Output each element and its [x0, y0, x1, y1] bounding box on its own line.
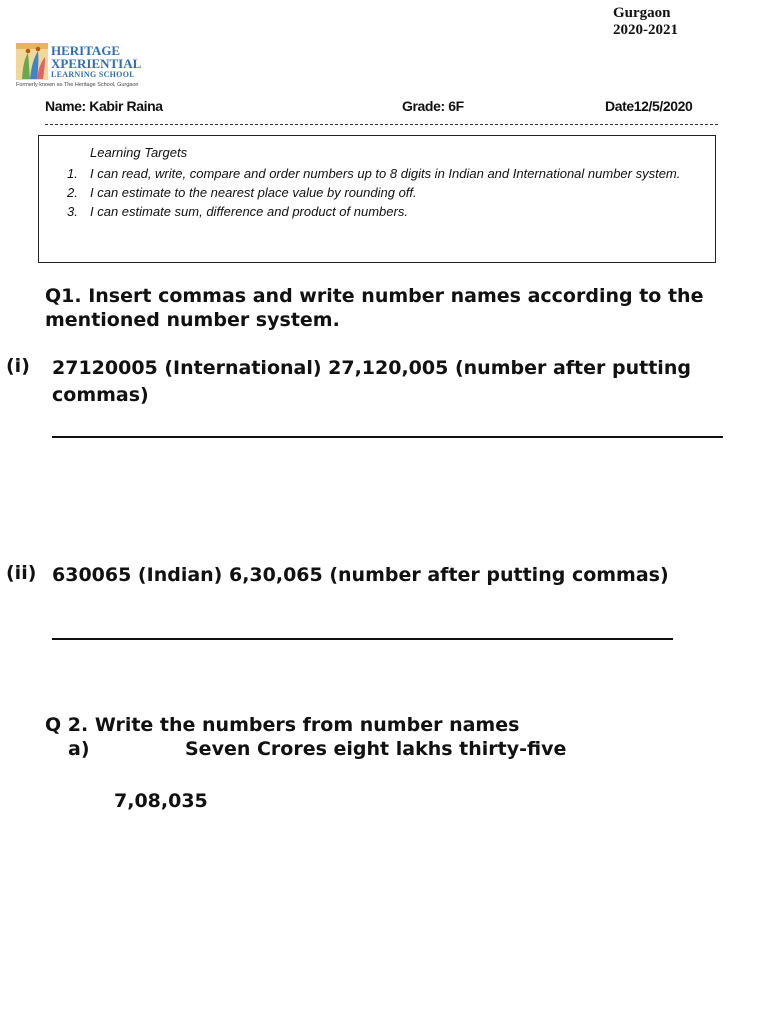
part-i-label: (i) — [6, 355, 30, 377]
answer-line-part-i[interactable] — [52, 436, 723, 438]
student-name: Name: Kabir Raina — [45, 98, 163, 114]
question-1-heading: Q1. Insert commas and write number names according to the mentioned number system. — [45, 285, 704, 331]
student-grade: Grade: 6F — [402, 98, 464, 114]
logo-formerly-text: Formerly known as The Heritage School, Gurgaon — [16, 82, 139, 88]
sub-question-a-answer: 7,08,035 — [114, 790, 208, 812]
answer-line-part-ii[interactable] — [52, 638, 673, 640]
learning-target-number: 2. — [67, 185, 78, 200]
school-campus-session — [613, 5, 678, 39]
part-ii-text: 630065 (Indian) 6,30,065 (number after putting commas) — [52, 564, 669, 586]
learning-target-number: 3. — [67, 204, 78, 219]
campus-name: Gurgaon — [613, 5, 671, 21]
part-ii-label: (ii) — [6, 562, 37, 584]
academic-session: 2020-2021 — [613, 22, 678, 38]
learning-target-item — [67, 164, 709, 183]
question-2-heading: Q 2. Write the numbers from number names — [45, 714, 520, 736]
part-i-text: 27120005 (International) 27,120,005 (number after putting commas) — [52, 357, 691, 406]
sub-question-a-label: a) — [68, 738, 90, 760]
school-logo-icon — [16, 43, 48, 80]
learning-targets-list — [67, 164, 709, 221]
dashed-divider — [45, 124, 718, 125]
logo-text-line2: XPERIENTIAL — [51, 56, 142, 71]
learning-target-text: I can read, write, compare and order numbers up to 8 digits in Indian and International number system. — [90, 166, 681, 181]
logo-text-line1: HERITAGE — [51, 43, 121, 58]
learning-target-item — [67, 202, 709, 221]
worksheet-date: Date12/5/2020 — [605, 98, 693, 114]
learning-target-item — [67, 183, 709, 202]
learning-target-number: 1. — [67, 166, 78, 181]
sub-question-a-text: Seven Crores eight lakhs thirty-five — [185, 738, 567, 760]
learning-targets-title: Learning Targets — [90, 145, 188, 160]
learning-target-text: I can estimate sum, difference and product of numbers. — [90, 204, 408, 219]
learning-targets-box — [38, 135, 716, 263]
school-logo — [16, 43, 151, 91]
logo-text-line3: LEARNING SCHOOL — [51, 70, 135, 79]
learning-target-text: I can estimate to the nearest place value by rounding off. — [90, 185, 417, 200]
